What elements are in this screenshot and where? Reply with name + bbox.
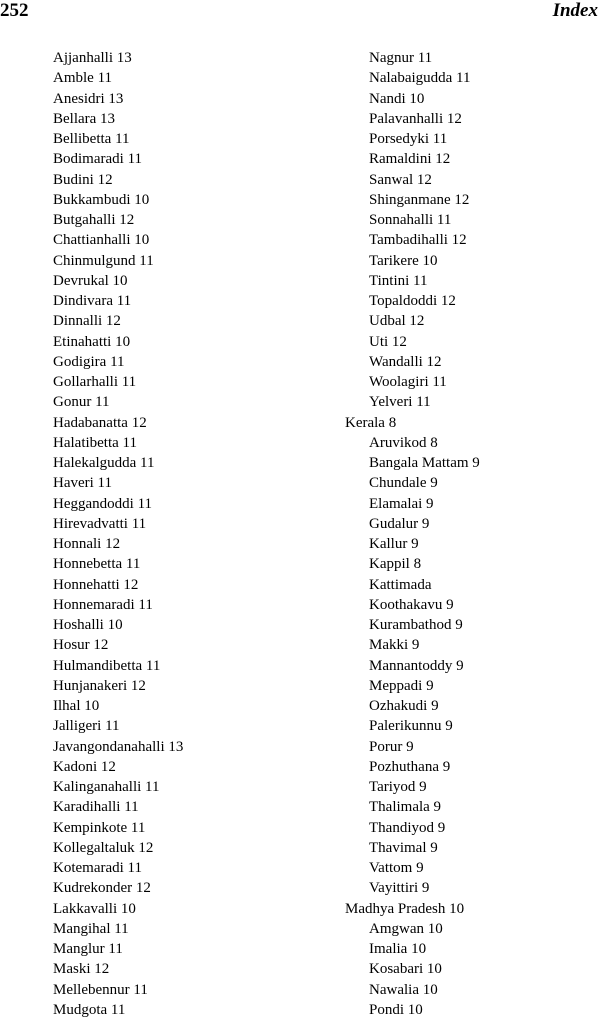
- index-entry: Mangihal 11: [53, 920, 129, 937]
- index-entry: Devrukal 10: [53, 272, 128, 289]
- index-entry: Elamalai 9: [369, 495, 434, 512]
- index-entry: Dindivara 11: [53, 293, 132, 309]
- index-entry: Honnali 12: [53, 536, 121, 552]
- index-entry: Chattianhalli 10: [53, 232, 150, 249]
- index-entry: Palerikunnu 9: [369, 718, 453, 735]
- index-entry: Sanwal 12: [369, 171, 432, 188]
- index-entry: Bellibetta 11: [53, 131, 130, 147]
- index-entry: Godigira 11: [53, 353, 125, 370]
- index-entry: Kallur 9: [369, 536, 419, 552]
- index-entry: Meppadi 9: [369, 677, 434, 694]
- running-head: Index: [552, 0, 598, 21]
- index-entry: Honnehatti 12: [53, 576, 139, 593]
- index-entry: Honnemaradi 11: [53, 596, 153, 613]
- index-entry: Mannantoddy 9: [369, 657, 464, 674]
- index-entry: Porur 9: [369, 738, 414, 755]
- index-entry: Gonur 11: [53, 394, 110, 411]
- index-entry: Hoshalli 10: [53, 617, 123, 633]
- index-heading: Kerala 8: [345, 414, 397, 431]
- index-column-left: [53, 48, 183, 1020]
- index-entry: Bukkambudi 10: [53, 191, 150, 208]
- index-entry: Ramaldini 12: [369, 151, 451, 168]
- index-entry: Woolagiri 11: [369, 374, 447, 390]
- index-entry: Topaldoddi 12: [369, 293, 456, 309]
- index-entry: Haveri 11: [53, 475, 113, 492]
- index-entry: Butgahalli 12: [53, 212, 135, 228]
- index-entry: Tarikere 10: [369, 252, 438, 269]
- index-entry: Karadihalli 11: [53, 799, 139, 816]
- index-entry: Amgwan 10: [369, 920, 443, 937]
- index-entry: Wandalli 12: [369, 353, 442, 370]
- index-entry: Gudalur 9: [369, 515, 430, 532]
- index-entry: Kosabari 10: [369, 961, 442, 978]
- index-entry: Hadabanatta 12: [53, 414, 147, 431]
- index-entry: Koothakavu 9: [369, 596, 454, 613]
- index-entry: Nawalia 10: [369, 981, 438, 998]
- index-entry: Udbal 12: [369, 313, 425, 330]
- index-entry: Kurambathod 9: [369, 617, 463, 633]
- page-header: [0, 0, 600, 26]
- index-entry: Vayittiri 9: [369, 880, 430, 897]
- index-entry: Nagnur 11: [369, 50, 433, 66]
- index-entry: Pozhuthana 9: [369, 758, 451, 775]
- index-entry: Makki 9: [369, 637, 420, 654]
- index-entry: Kadoni 12: [53, 758, 116, 775]
- index-entry: Honnebetta 11: [53, 556, 141, 573]
- index-entry: Thavimal 9: [369, 839, 438, 856]
- index-entry: Tambadihalli 12: [369, 232, 467, 249]
- index-entry: Kappil 8: [369, 556, 422, 573]
- index-entry: Chundale 9: [369, 475, 438, 492]
- index-entry: Javangondanahalli 13: [53, 738, 184, 755]
- index-entry: Nandi 10: [369, 90, 425, 107]
- index-entry: Kollegaltaluk 12: [53, 839, 154, 856]
- index-entry: Manglur 11: [53, 941, 123, 957]
- page-number: 252: [0, 0, 29, 21]
- index-entry: Hosur 12: [53, 637, 109, 654]
- index-entry: Ajjanhalli 13: [53, 50, 132, 66]
- index-entry: Lakkavalli 10: [53, 900, 136, 917]
- index-entry: Amble 11: [53, 70, 113, 87]
- index-entry: Shinganmane 12: [369, 191, 470, 208]
- index-entry: Kempinkote 11: [53, 819, 146, 836]
- index-entry: Thandiyod 9: [369, 819, 446, 836]
- index-entry: Heggandoddi 11: [53, 495, 153, 512]
- index-entry: Hunjanakeri 12: [53, 677, 146, 694]
- index-entry: Dinnalli 12: [53, 313, 121, 330]
- index-entry: Gollarhalli 11: [53, 374, 137, 390]
- index-entry: Budini 12: [53, 171, 113, 188]
- index-entry: Ozhakudi 9: [369, 698, 439, 714]
- index-entry: Kudrekonder 12: [53, 880, 151, 897]
- index-entry: Halatibetta 11: [53, 434, 137, 451]
- index-entry: Yelveri 11: [369, 394, 431, 411]
- index-entry: Anesidri 13: [53, 90, 124, 107]
- index-entry: Etinahatti 10: [53, 333, 131, 350]
- index-entry: Mellebennur 11: [53, 981, 148, 998]
- index-entry: Palavanhalli 12: [369, 110, 462, 127]
- index-entry: Bellara 13: [53, 110, 116, 127]
- index-entry: Tintini 11: [369, 272, 428, 289]
- index-entry: Kotemaradi 11: [53, 860, 142, 876]
- index-entry: Ilhal 10: [53, 698, 100, 714]
- index-entry: Uti 12: [369, 333, 407, 350]
- index-entry: Pondi 10: [369, 1001, 423, 1018]
- index-entry: Thalimala 9: [369, 799, 442, 816]
- index-entry: Vattom 9: [369, 860, 424, 876]
- index-heading: Madhya Pradesh 10: [345, 900, 465, 917]
- index-column-right: [345, 48, 480, 1020]
- index-entry: Maski 12: [53, 961, 110, 978]
- index-entry: Jalligeri 11: [53, 718, 120, 735]
- index-entry: Chinmulgund 11: [53, 252, 154, 269]
- index-entry: Tariyod 9: [369, 779, 427, 795]
- index-entry: Bodimaradi 11: [53, 151, 143, 168]
- index-entry: Mudgota 11: [53, 1001, 126, 1018]
- index-entry: Imalia 10: [369, 941, 427, 957]
- index-entry: Kattimada: [369, 576, 432, 593]
- index-entry: Sonnahalli 11: [369, 212, 452, 228]
- index-entry: Nalabaigudda 11: [369, 70, 471, 87]
- index-entry: Hirevadvatti 11: [53, 515, 147, 532]
- index-entry: Porsedyki 11: [369, 131, 448, 147]
- index-entry: Halekalgudda 11: [53, 455, 155, 471]
- index-entry: Hulmandibetta 11: [53, 657, 161, 674]
- index-entry: Aruvikod 8: [369, 434, 438, 451]
- index-entry: Bangala Mattam 9: [369, 455, 480, 471]
- index-entry: Kalinganahalli 11: [53, 779, 160, 795]
